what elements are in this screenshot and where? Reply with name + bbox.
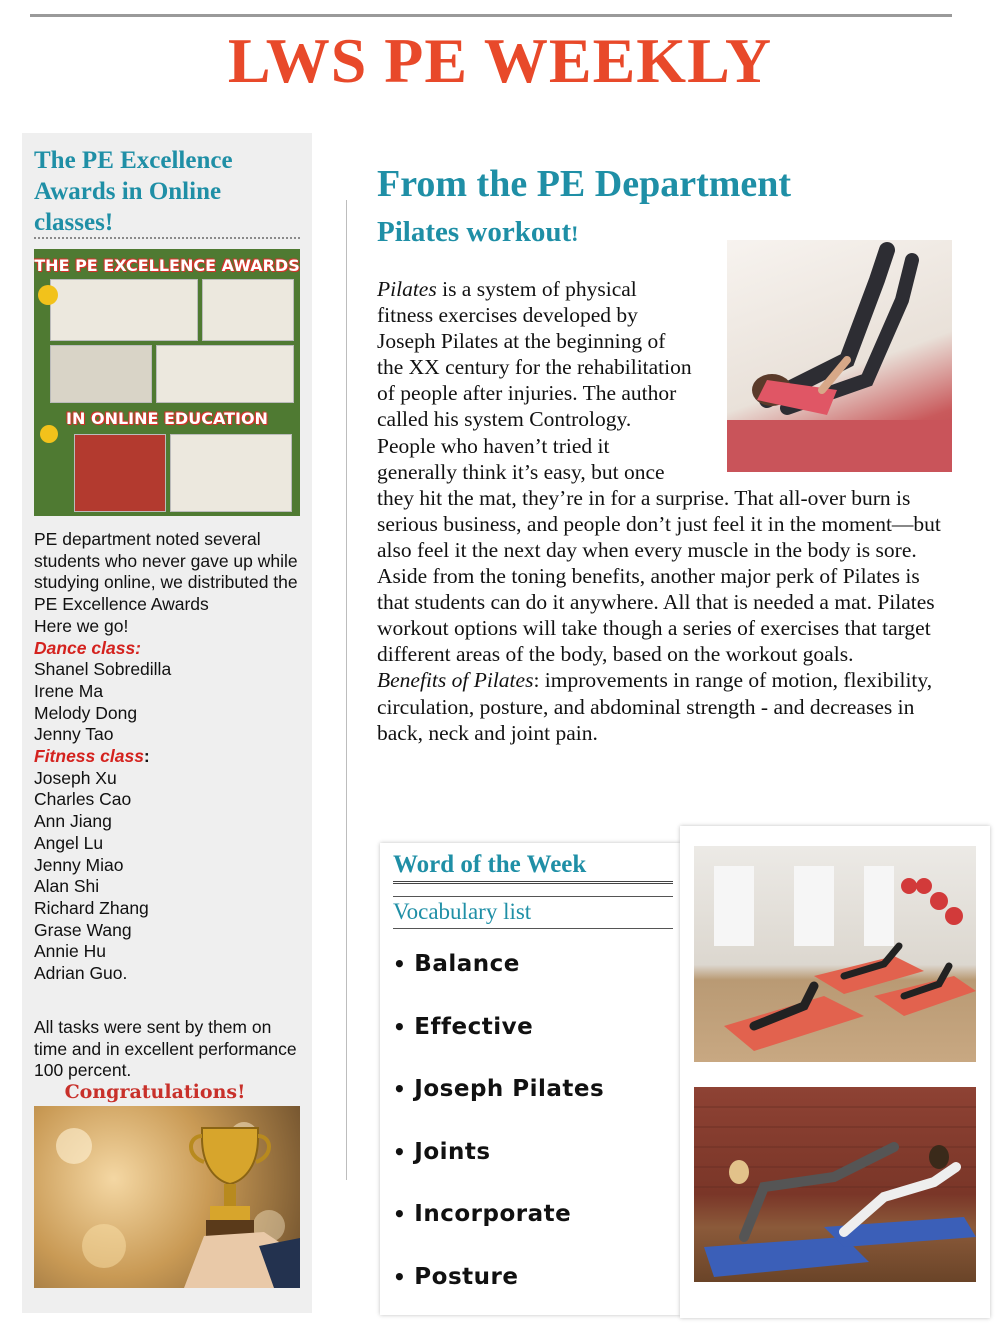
article-line: called his system Contrology.: [377, 407, 632, 432]
vocab-item: [393, 1261, 604, 1323]
awards-sidebar: [22, 133, 312, 1313]
photos-box: [680, 826, 990, 1318]
trophy-photo: [34, 1106, 300, 1288]
article-line: of people after injuries. The author: [377, 381, 677, 406]
collage-banner-top: THE PE EXCELLENCE AWARDS: [34, 256, 300, 275]
student-name: Joseph Xu: [34, 767, 117, 788]
student-name: Jenny Tao: [34, 724, 114, 745]
vocab-word: Joseph Pilates: [414, 1076, 605, 1102]
article-line: generally think it’s easy, but once: [377, 459, 665, 484]
vocab-word: Effective: [414, 1013, 534, 1040]
article-line: People who haven’t tried it: [377, 433, 610, 458]
article-line: is a system of physical: [436, 277, 637, 301]
student-name: Irene Ma: [34, 680, 104, 701]
fitness-class-label: Fitness class: [34, 746, 144, 767]
column-divider: [346, 200, 347, 1180]
bullet-icon: •: [393, 1077, 407, 1101]
pilates-term: Pilates: [377, 277, 437, 301]
awards-intro: PE department noted several students who never gave up while studying online, we distributed the PE Excellence Awards: [34, 529, 298, 615]
benefits-label: Benefits of Pilates: [377, 668, 534, 693]
sidebar-title: The PE Excellence Awards in Online classes!: [34, 147, 233, 236]
vocabulary-list-label: Vocabulary list: [393, 896, 673, 929]
student-name: Melody Dong: [34, 702, 138, 723]
vocab-item: [393, 948, 604, 1011]
benefits-text: : improvements in range of motion, flexibility, circulation, posture, and abdominal strength - and decreases in back, neck and joint pain.: [377, 668, 933, 745]
collage-photo: [156, 345, 294, 403]
student-name: Angel Lu: [34, 832, 104, 853]
student-name: Shanel Sobredilla: [34, 659, 172, 680]
bullet-icon: •: [393, 1139, 407, 1164]
partner-pilates-illustration: [694, 1087, 976, 1282]
bullet-icon: •: [393, 1202, 407, 1226]
studio-illustration: [694, 846, 976, 1062]
studio-class-photo: [694, 846, 976, 1062]
bullet-icon: •: [393, 1014, 407, 1039]
student-name: Ann Jiang: [34, 811, 112, 832]
dance-class-heading: Dance class:: [34, 637, 142, 658]
vocab-item: [393, 1136, 604, 1199]
trophy-icon: [34, 1106, 300, 1288]
student-name: Jenny Miao: [34, 854, 124, 875]
awards-closing: All tasks were sent by them on time and in excellent performance 100 percent.: [34, 1017, 297, 1081]
collage-photo: [202, 279, 294, 341]
bullet-icon: •: [393, 952, 407, 976]
pilates-article: [377, 276, 957, 746]
article-paragraph-1-cont: they hit the mat, they’re in for a surprise. That all-over burn is serious business, and people don’t just feel it in the moment—but also feel it the next day when every muscle in the body is sore.: [377, 485, 941, 562]
collage-photo: [74, 434, 166, 512]
student-name: Adrian Guo.: [34, 963, 128, 984]
vocab-word: Balance: [414, 951, 520, 977]
student-name: Charles Cao: [34, 789, 132, 810]
student-name: Alan Shi: [34, 876, 100, 897]
collage-photo: [170, 434, 292, 512]
muscle-emoji-icon: [38, 285, 58, 305]
article-line: the XX century for the rehabilitation: [377, 355, 692, 380]
vocab-item: [393, 1073, 604, 1136]
collage-photo: [50, 279, 198, 341]
article-line: fitness exercises developed by: [377, 303, 638, 328]
vocab-item: [393, 1198, 604, 1261]
partner-pilates-photo: [694, 1087, 976, 1282]
article-subheading: [377, 212, 578, 254]
bullet-icon: •: [393, 1264, 407, 1289]
vocab-word: Incorporate: [414, 1201, 572, 1227]
benefits-paragraph: [377, 667, 957, 745]
awards-collage-image: [34, 249, 300, 516]
vocab-word: Joints: [414, 1138, 491, 1165]
dotted-divider: [34, 237, 300, 239]
vocab-word: Posture: [414, 1263, 519, 1290]
congratulations-heading: Congratulations!: [64, 1081, 246, 1103]
top-rule: [30, 14, 952, 17]
article-line: Joseph Pilates at the beginning of: [377, 329, 666, 354]
word-of-week-title: Word of the Week: [393, 851, 673, 884]
collage-photo: [50, 345, 152, 403]
article-paragraph-1: [377, 276, 707, 485]
student-name: Annie Hu: [34, 941, 106, 962]
masthead-title: LWS PE WEEKLY: [227, 25, 773, 96]
awards-text: [34, 529, 304, 985]
here-we-go: Here we go!: [34, 615, 129, 636]
vocab-item: [393, 1011, 604, 1074]
subheading-mark: !: [571, 221, 579, 246]
fitness-colon: :: [143, 746, 150, 767]
collage-banner-mid: IN ONLINE EDUCATION: [66, 409, 268, 428]
department-heading: From the PE Department: [377, 163, 792, 205]
fitness-class-heading: [34, 746, 304, 768]
word-of-week-box: [380, 843, 680, 1315]
student-name: Grase Wang: [34, 919, 132, 940]
vocabulary-list: [393, 948, 604, 1323]
heart-eyes-emoji-icon: [40, 425, 58, 443]
article-paragraph-2: Aside from the toning benefits, another major perk of Pilates is that students can do it anywhere. All that is needed a mat. Pilates workout options will take though a series of exercises that target different areas of the body, based on the workout goals.: [377, 564, 935, 667]
student-name: Richard Zhang: [34, 897, 149, 918]
subheading-text: Pilates workout: [377, 216, 572, 248]
